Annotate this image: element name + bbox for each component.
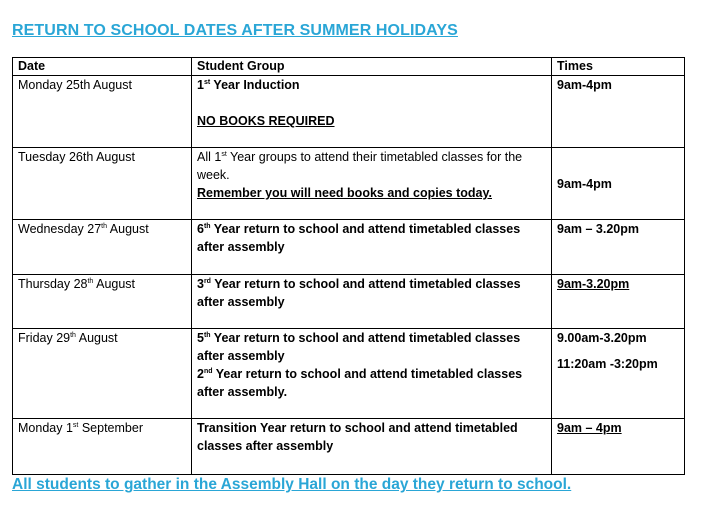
date-cell: Monday 1st September (13, 419, 192, 475)
ordinal-suffix: st (221, 150, 227, 158)
table-row (13, 329, 685, 419)
group-text-b: Year groups to attend their timetabled classes for the week. (197, 150, 523, 182)
no-books-note: NO BOOKS REQUIRED (197, 114, 335, 128)
date-cell: Wednesday 27th August (13, 220, 192, 275)
ordinal-suffix: rd (203, 277, 211, 285)
group-cell: 3rd Year return to school and attend timetabled classes after assembly (192, 275, 552, 329)
page-title: RETURN TO SCHOOL DATES AFTER SUMMER HOLIDAYS (12, 22, 458, 39)
table-row (13, 76, 685, 148)
table-row (13, 275, 685, 329)
time-cell (552, 220, 685, 275)
time-text: 9am-4pm (557, 78, 612, 92)
date-text: Tuesday 26th August (18, 150, 135, 164)
header-times: Times (552, 58, 685, 76)
time-cell (552, 329, 685, 419)
schedule-table (12, 57, 685, 475)
time-text: 9am – 4pm (557, 421, 622, 435)
group-text: Transition Year return to school and attend timetabled classes after assembly (197, 421, 518, 453)
group-text: Year Induction (210, 78, 300, 92)
group-cell (192, 76, 552, 148)
date-cell: Thursday 28th August (13, 275, 192, 329)
ordinal-suffix: th (101, 222, 108, 230)
table-row (13, 148, 685, 220)
time-cell (552, 275, 685, 329)
time-text-b: 11:20am -3:20pm (557, 357, 658, 371)
time-cell (552, 148, 685, 220)
table-row (13, 419, 685, 475)
ordinal-suffix: th (203, 331, 211, 339)
group-cell (192, 419, 552, 475)
header-date: Date (13, 58, 192, 76)
time-text: 9am-4pm (557, 176, 612, 191)
time-text-a: 9.00am-3.20pm (557, 331, 647, 345)
date-cell: Friday 29th August (13, 329, 192, 419)
time-cell (552, 419, 685, 475)
time-text: 9am-3.20pm (557, 277, 630, 291)
year-number: 1 (197, 78, 204, 92)
time-cell (552, 76, 685, 148)
date-text: Monday 25th August (18, 78, 132, 92)
time-text: 9am – 3.20pm (557, 222, 639, 236)
assembly-hall-notice: All students to gather in the Assembly Hall on the day they return to school. (12, 476, 572, 493)
ordinal-suffix: nd (203, 367, 213, 375)
header-student-group: Student Group (192, 58, 552, 76)
group-cell: 6th Year return to school and attend timetabled classes after assembly (192, 220, 552, 275)
table-header-row (13, 58, 685, 76)
table-row (13, 220, 685, 275)
ordinal-suffix: st (72, 421, 79, 429)
date-cell (13, 76, 192, 148)
ordinal-suffix: th (87, 277, 94, 285)
group-cell (192, 148, 552, 220)
ordinal-suffix: th (203, 222, 211, 230)
group-text-a: All 1 (197, 150, 222, 164)
ordinal-suffix: st (203, 78, 211, 86)
ordinal-suffix: th (70, 331, 76, 339)
group-cell: 5th Year return to school and attend timetabled classes after assembly 2nd Year return to school and attend timetabled classes after assembly. (192, 329, 552, 419)
date-cell (13, 148, 192, 220)
books-reminder: Remember you will need books and copies today. (197, 186, 492, 200)
